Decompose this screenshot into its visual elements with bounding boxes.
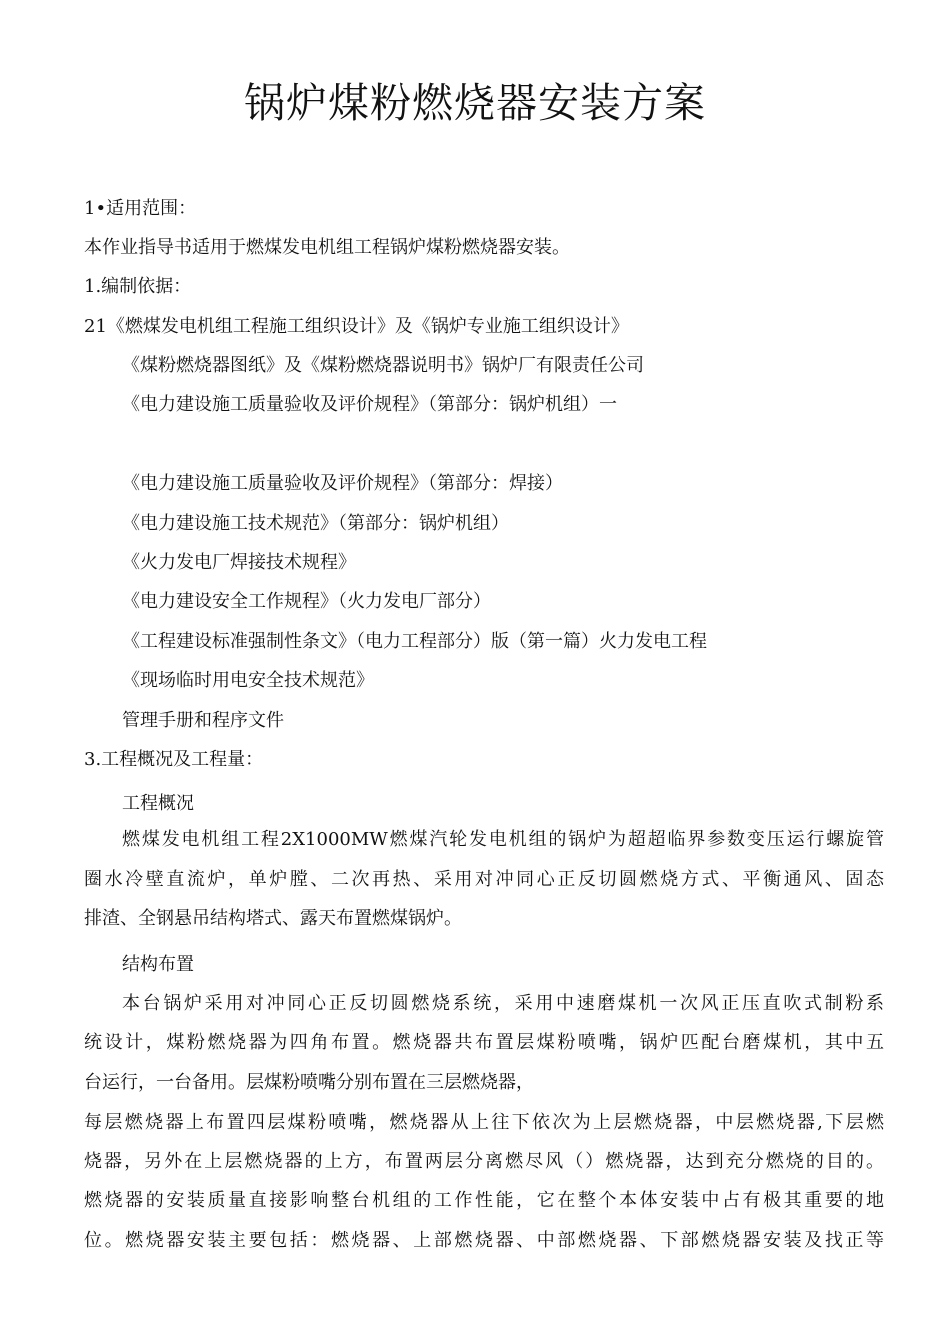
- paragraph-line: 每层燃烧器上布置四层煤粉喷嘴，燃烧器从上往下依次为上层燃烧器，中层燃烧器,下层燃: [84, 1112, 884, 1133]
- paragraph-line: 排渣、全钢悬吊结构塔式、露天布置燃煤锅炉。: [84, 908, 462, 929]
- paragraph-line: 燃煤发电机组工程2X1000MW燃煤汽轮发电机组的锅炉为超超临界参数变压运行螺旋管: [122, 829, 884, 850]
- reference-item: 《工程建设标准强制性条文》（电力工程部分）版（第一篇）火力发电工程: [122, 631, 707, 652]
- paragraph-scope: 本作业指导书适用于燃煤发电机组工程锅炉煤粉燃烧器安装。: [84, 237, 570, 258]
- reference-item: 《电力建设施工质量验收及评价规程》（第部分：锅炉机组）一: [122, 394, 617, 415]
- reference-item: 21《燃煤发电机组工程施工组织设计》及《锅炉专业施工组织设计》: [84, 316, 629, 337]
- paragraph-line: 统设计，煤粉燃烧器为四角布置。燃烧器共布置层煤粉喷嘴，锅炉匹配台磨煤机，其中五: [84, 1032, 884, 1053]
- paragraph-line: 烧器，另外在上层燃烧器的上方，布置两层分离燃尽风（）燃烧器，达到充分燃烧的目的。: [84, 1151, 884, 1172]
- reference-item: 《电力建设施工技术规范》（第部分：锅炉机组）: [122, 513, 509, 534]
- reference-item: 《电力建设施工质量验收及评价规程》（第部分：焊接）: [122, 473, 563, 494]
- paragraph-line: 圈水冷壁直流炉，单炉膛、二次再热、采用对冲同心正反切圆燃烧方式、平衡通风、固态: [84, 869, 884, 890]
- reference-item: 管理手册和程序文件: [122, 710, 284, 731]
- paragraph-line: 台运行，一台备用。层煤粉喷嘴分别布置在三层燃烧器，: [84, 1072, 534, 1093]
- section-heading-basis: 1.编制依据：: [84, 276, 192, 297]
- subheading-overview: 工程概况: [122, 793, 194, 814]
- document-title: 锅炉煤粉燃烧器安装方案: [244, 79, 706, 127]
- reference-item: 《电力建设安全工作规程》（火力发电厂部分）: [122, 591, 491, 612]
- paragraph-line: 燃烧器的安装质量直接影响整台机组的工作性能，它在整个本体安装中占有极其重要的地: [84, 1190, 884, 1211]
- section-heading-scope: 1•适用范围：: [84, 198, 197, 219]
- paragraph-line: 本台锅炉采用对冲同心正反切圆燃烧系统，采用中速磨煤机一次风正压直吹式制粉系: [122, 993, 884, 1014]
- section-heading-overview: 3.工程概况及工程量：: [84, 749, 264, 770]
- reference-item: 《现场临时用电安全技术规范》: [122, 670, 374, 691]
- subheading-structure: 结构布置: [122, 954, 194, 975]
- reference-item: 《煤粉燃烧器图纸》及《煤粉燃烧器说明书》锅炉厂有限责任公司: [122, 355, 644, 376]
- reference-item: 《火力发电厂焊接技术规程》: [122, 552, 356, 573]
- paragraph-line: 位。燃烧器安装主要包括：燃烧器、上部燃烧器、中部燃烧器、下部燃烧器安装及找正等: [84, 1230, 884, 1251]
